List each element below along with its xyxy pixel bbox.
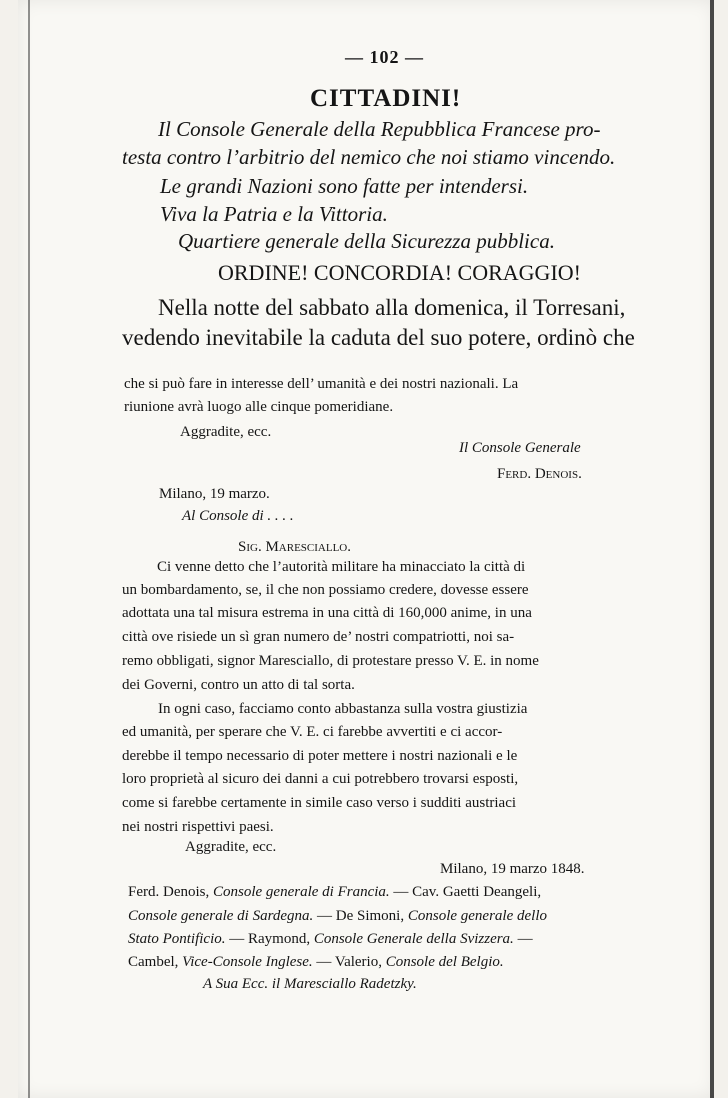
signatory-gaetti: — Cav. Gaetti Deangeli,: [389, 884, 542, 900]
proclamation-line-1: Il Console Generale della Repubblica Francese pro-: [158, 117, 601, 141]
signatory-valerio: — Valerio,: [312, 954, 382, 970]
letter2-p1-line-3: adottata una tal misura estrema in una città di 160,000 anime, in una: [122, 605, 532, 621]
signatories-line-4: [128, 955, 504, 970]
letter2-salutation: Sig. Maresciallo.: [238, 539, 351, 555]
letter2-p1-line-1: Ci venne detto che l’autorità militare ha minacciato la città di: [157, 559, 526, 575]
letter2-p2-line-3: derebbe il tempo necessario di poter mettere i nostri nazionali e le: [122, 748, 518, 764]
signatories-line-3: [128, 932, 533, 947]
signatory-denois-title: Console generale di Francia.: [209, 884, 390, 900]
letter1-line-2: riunione avrà luogo alle cinque pomeridiane.: [124, 399, 394, 415]
letter2-p2-line-4: loro proprietà al sicuro dei danni a cui potrebbero trovarsi esposti,: [122, 771, 519, 787]
signatory-dash: —: [513, 931, 533, 947]
signatory-desimoni-title-cont: Stato Pontificio.: [128, 931, 226, 947]
signatory-raymond: — Raymond,: [225, 931, 311, 947]
letter2-date: Milano, 19 marzo 1848.: [440, 861, 585, 877]
narrative-line-1: Nella notte del sabbato alla domenica, il Torresani,: [158, 295, 626, 320]
proclamation-line-5: Quartiere generale della Sicurezza pubblica.: [178, 229, 555, 253]
letter1-place-date: Milano, 19 marzo.: [159, 486, 270, 502]
letter2-p2-line-2: ed umanità, per sperare che V. E. ci farebbe avvertiti e ci accor-: [122, 724, 503, 740]
signatory-cambel-title: Vice-Console Inglese.: [178, 954, 313, 970]
letter1-addressee: Al Console di . . . .: [182, 508, 294, 524]
signatory-cambel: Cambel,: [128, 954, 179, 970]
signatories-line-2: [128, 909, 547, 924]
proclamation-motto: ORDINE! CONCORDIA! CORAGGIO!: [218, 260, 581, 285]
letter1-closing: Aggradite, ecc.: [180, 424, 272, 440]
letter2-p1-line-6: dei Governi, contro un atto di tal sorta.: [122, 677, 355, 693]
narrative-line-2: vedendo inevitabile la caduta del suo potere, ordinò che: [122, 325, 635, 350]
signatory-gaetti-title: Console generale di Sardegna.: [128, 908, 314, 924]
signatory-raymond-title: Console Generale della Svizzera.: [310, 931, 514, 947]
signatory-desimoni: — De Simoni,: [313, 908, 405, 924]
signatory-desimoni-title: Console generale dello: [404, 908, 547, 924]
proclamation-heading: CITTADINI!: [310, 85, 462, 112]
proclamation-line-3: Le grandi Nazioni sono fatte per intendersi.: [160, 174, 529, 198]
letter2-p2-line-1: In ogni caso, facciamo conto abbastanza sulla vostra giustizia: [158, 701, 528, 717]
letter2-p2-line-6: nei nostri rispettivi paesi.: [122, 819, 274, 835]
letter2-p1-line-5: remo obbligati, signor Maresciallo, di protestare presso V. E. in nome: [122, 653, 539, 669]
page-edge-left: [28, 0, 30, 1098]
letter2-p1-line-4: città ove risiede un sì gran numero de’ nostri compatriotti, noi sa-: [122, 629, 515, 645]
letter1-line-1: che si può fare in interesse dell’ umanità e dei nostri nazionali. La: [124, 376, 519, 392]
signatory-denois: Ferd. Denois,: [128, 884, 210, 900]
page-number: — 102 —: [345, 47, 424, 67]
letter1-signature-name: Ferd. Denois.: [497, 466, 582, 482]
letter1-signature-title: Il Console Generale: [459, 440, 581, 456]
proclamation-line-2: testa contro l’arbitrio del nemico che noi stiamo vincendo.: [122, 145, 616, 169]
page-edge-right: [710, 0, 714, 1098]
letter2-p1-line-2: un bombardamento, se, il che non possiamo credere, dovesse essere: [122, 582, 529, 598]
letter2-p2-line-5: come si farebbe certamente in simile caso verso i sudditi austriaci: [122, 795, 517, 811]
letter2-addressee: A Sua Ecc. il Maresciallo Radetzky.: [203, 976, 417, 992]
signatory-valerio-title: Console del Belgio.: [381, 954, 504, 970]
letter2-closing: Aggradite, ecc.: [185, 839, 277, 855]
signatories-line-1: [128, 885, 541, 900]
proclamation-line-4: Viva la Patria e la Vittoria.: [160, 202, 388, 226]
